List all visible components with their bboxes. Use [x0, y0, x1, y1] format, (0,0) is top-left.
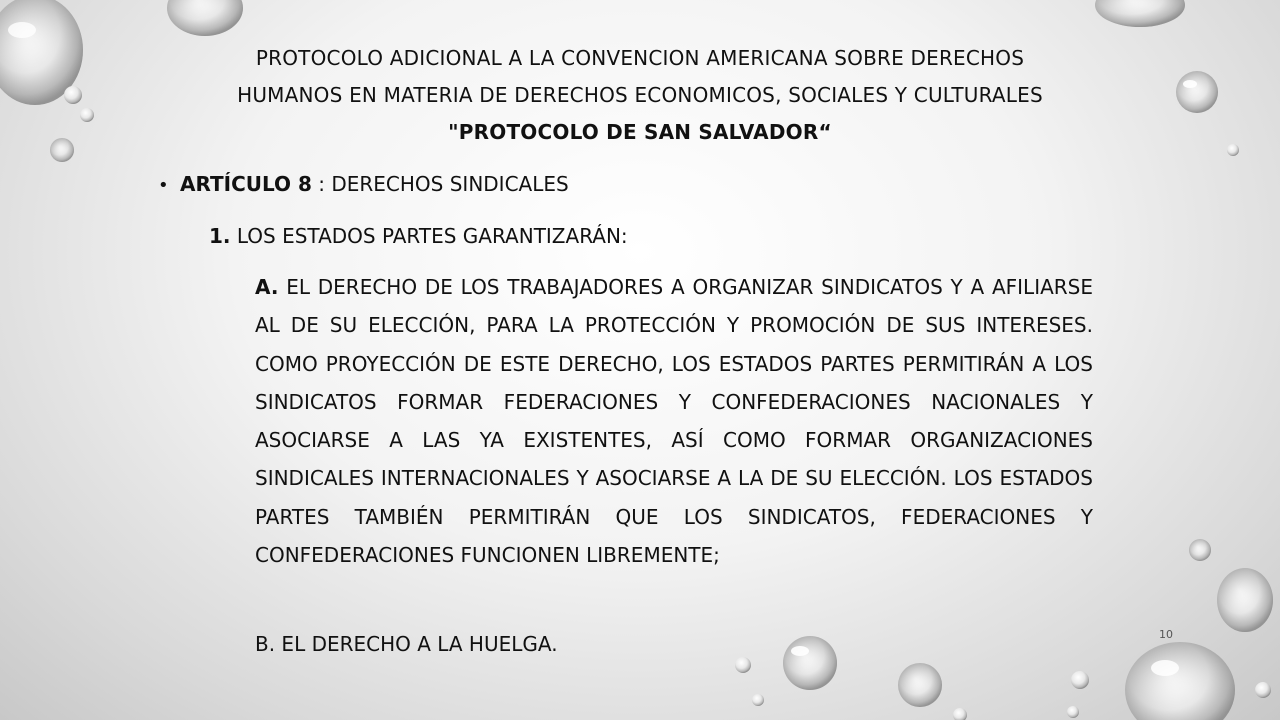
- title-line-2: HUMANOS EN MATERIA DE DERECHOS ECONOMICOS, SOCIALES Y CULTURALES: [237, 83, 1043, 107]
- article-heading: [158, 172, 569, 196]
- item-1-number: 1.: [209, 224, 231, 248]
- article-title: : DERECHOS SINDICALES: [311, 172, 569, 196]
- item-1-text: LOS ESTADOS PARTES GARANTIZARÁN:: [230, 224, 628, 248]
- item-a-paragraph: [255, 268, 1093, 574]
- page-number: 10: [1159, 628, 1173, 641]
- item-1: [209, 224, 628, 248]
- article-number: ARTÍCULO 8: [180, 172, 312, 196]
- item-a-letter: A.: [255, 275, 279, 299]
- item-b: B. EL DERECHO A LA HUELGA.: [255, 632, 558, 656]
- title-line-1: PROTOCOLO ADICIONAL A LA CONVENCION AMERICANA SOBRE DERECHOS: [255, 46, 1025, 70]
- title-line-3: "PROTOCOLO DE SAN SALVADOR“: [448, 120, 832, 144]
- slide-title: [150, 40, 1130, 151]
- bullet-icon: •: [158, 175, 169, 196]
- item-a-text: EL DERECHO DE LOS TRABAJADORES A ORGANIZAR SINDICATOS Y A AFILIARSE AL DE SU ELECCIÓN, PARA LA PROTECCIÓN Y PROMOCIÓN DE SUS INTERESES. COMO PROYECCIÓN DE ESTE DERECHO, LOS ESTADOS PARTES PERMITIRÁN A LOS SINDICATOS FORMAR FEDERACIONES Y CONFEDERACIONES NACIONALES Y ASOCIARSE A LAS YA EXISTENTES, ASÍ COMO FORMAR ORGANIZACIONES SINDICALES INTERNACIONALES Y ASOCIARSE A LA DE SU ELECCIÓN. LOS ESTADOS PARTES TAMBIÉN PERMITIRÁN QUE LOS SINDICATOS, FEDERACIONES Y CONFEDERACIONES FUNCIONEN LIBREMENTE;: [255, 275, 1093, 568]
